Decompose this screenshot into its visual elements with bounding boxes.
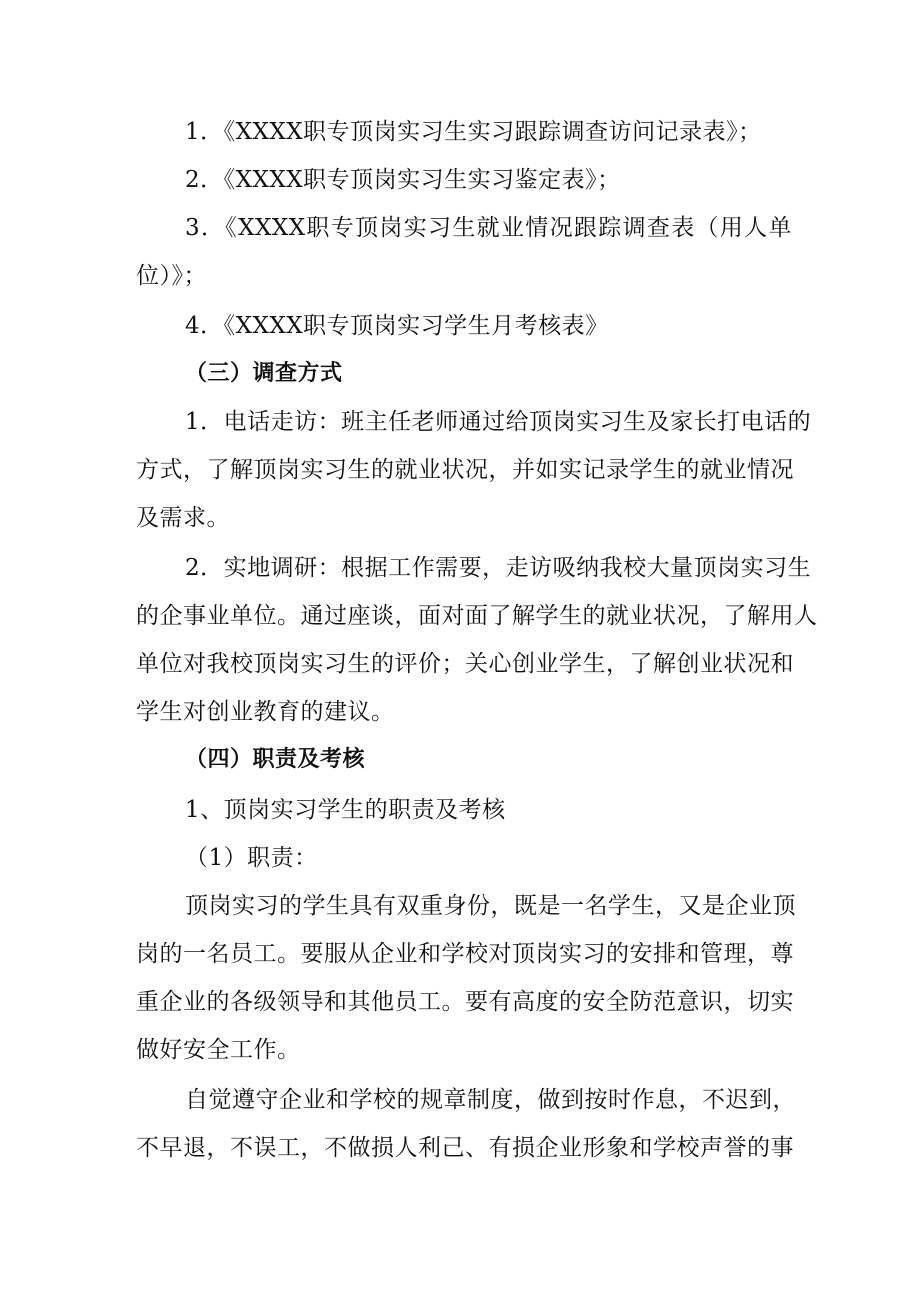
section-heading-survey-method: （三）调查方式 [185,361,343,386]
paragraph-dual-identity-line-4: 做好安全工作。 [136,1037,301,1063]
paragraph-dual-identity-line-1: 顶岗实习的学生具有双重身份，既是一名学生，又是企业顶 [185,893,796,919]
duties-label: （1）职责： [185,845,318,871]
paragraph-rules-line-2: 不早退，不误工，不做损人利己、有损企业形象和学校声誉的事 [136,1135,794,1161]
list-item-4: 4．《XXXX职专顶岗实习学生月考核表》 [185,313,609,339]
paragraph-field-research-line-3: 单位对我校顶岗实习生的评价；关心创业学生，了解创业状况和 [136,651,794,677]
paragraph-dual-identity-line-3: 重企业的各级领导和其他员工。要有高度的安全防范意识，切实 [136,989,794,1015]
paragraph-field-research-line-2: 的企事业单位。通过座谈，面对面了解学生的就业状况，了解用人 [136,603,818,629]
list-item-1: 1．《XXXX职专顶岗实习生实习跟踪调查访问记录表》； [185,119,762,145]
paragraph-field-research-line-1: 2．实地调研：根据工作需要，走访吸纳我校大量顶岗实习生 [185,555,812,581]
paragraph-rules-line-1: 自觉遵守企业和学校的规章制度，做到按时作息，不迟到， [185,1087,796,1113]
section-heading-duties-assessment: （四）职责及考核 [185,747,366,772]
paragraph-phone-visit-line-3: 及需求。 [136,505,230,531]
paragraph-field-research-line-4: 学生对创业教育的建议。 [136,699,395,725]
paragraph-phone-visit-line-1: 1．电话走访：班主任老师通过给顶岗实习生及家长打电话的 [185,409,812,435]
paragraph-dual-identity-line-2: 岗的一名员工。要服从企业和学校对顶岗实习的安排和管理，尊 [136,941,794,967]
list-item-3-continued: 位）》； [136,263,207,289]
sub-heading-student-duties: 1、顶岗实习学生的职责及考核 [185,797,506,823]
list-item-3: 3．《XXXX职专顶岗实习生就业情况跟踪调查表（用人单 [185,215,792,241]
list-item-2: 2．《XXXX职专顶岗实习生实习鉴定表》； [185,167,621,193]
paragraph-phone-visit-line-2: 方式，了解顶岗实习生的就业状况，并如实记录学生的就业情况 [136,457,794,483]
